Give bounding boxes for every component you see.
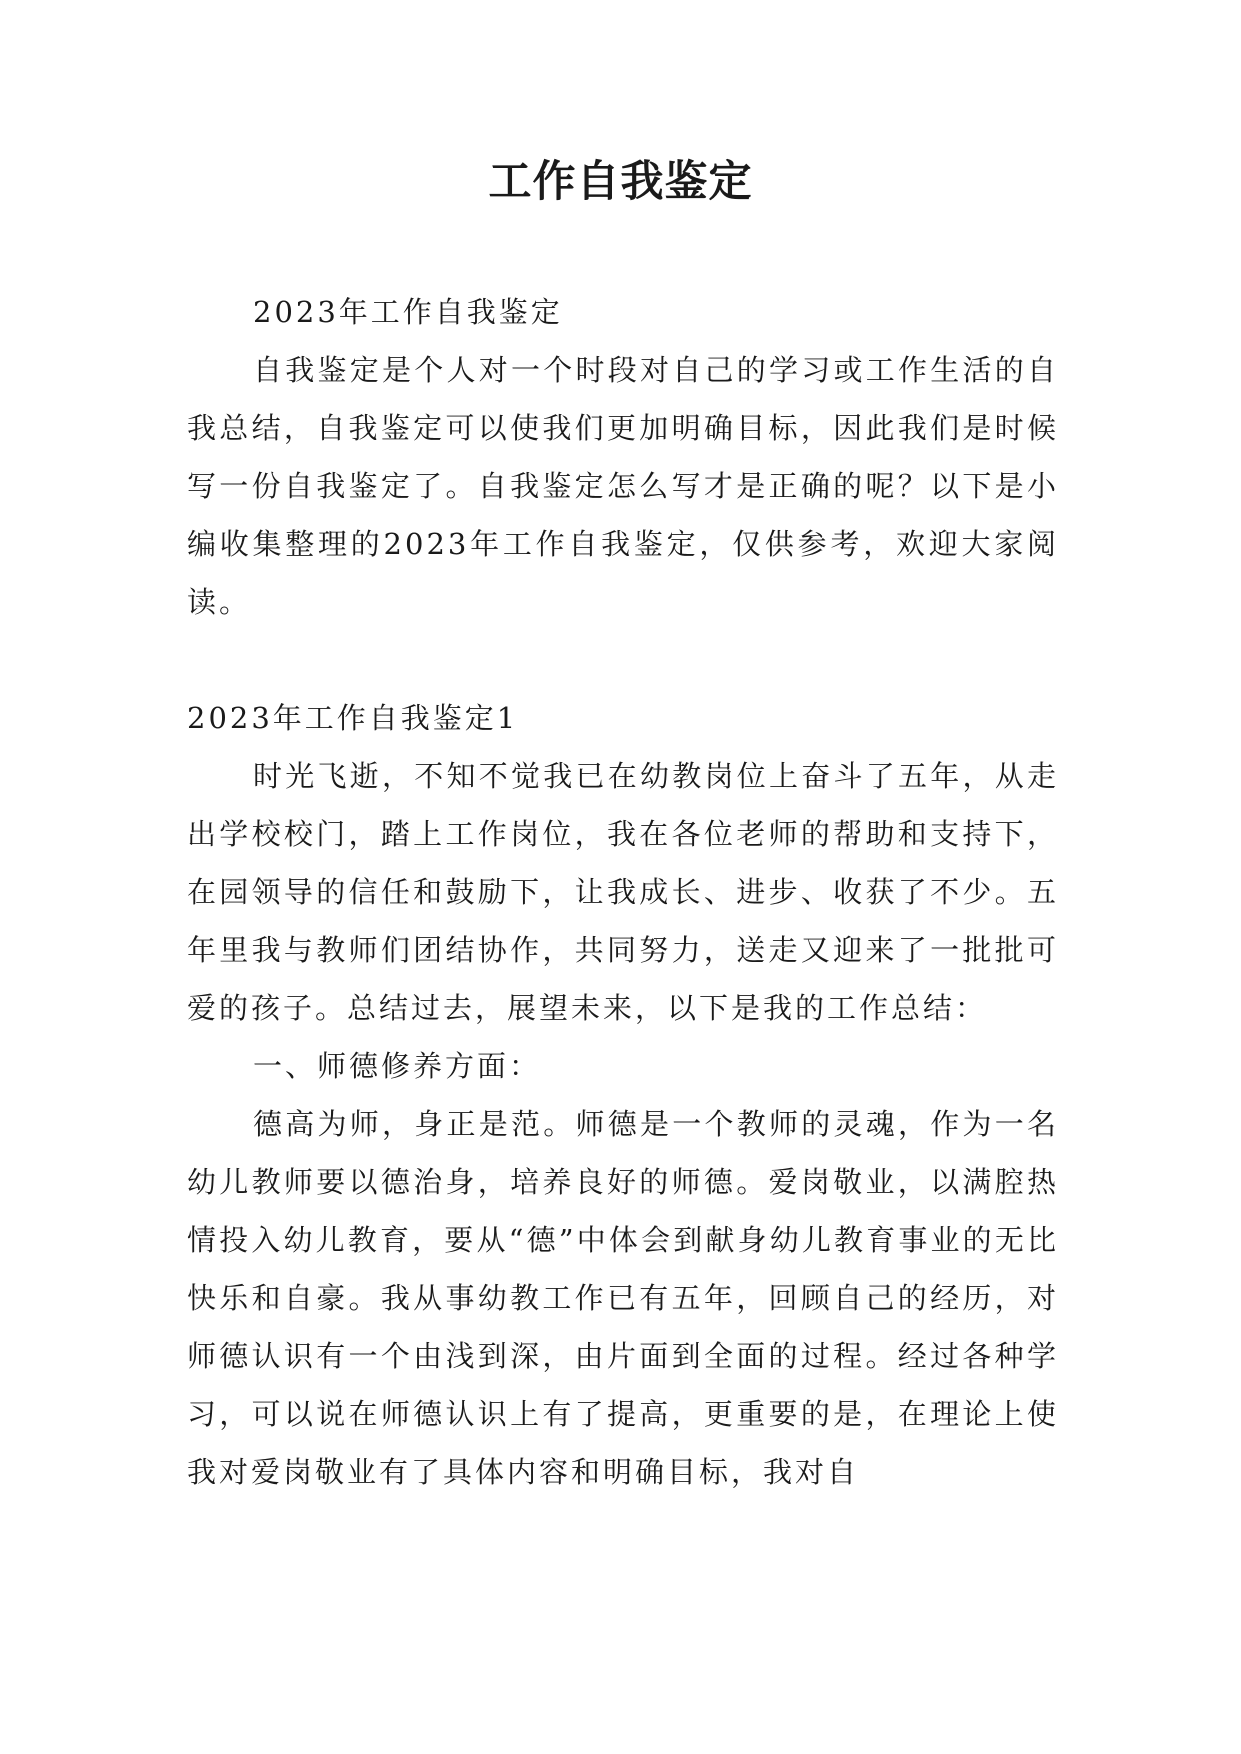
section-heading: 2023年工作自我鉴定1 (187, 701, 519, 735)
section-paragraph-1: 时光飞逝，不知不觉我已在幼教岗位上奋斗了五年，从走出学校校门，踏上工作岗位，我在各位老师的帮助和支持下，在园领导的信任和鼓励下，让我成长、进步、收获了不少。五年里我与教师们团结协作，共同努力，送走又迎来了一批批可爱的孩子。总结过去，展望未来，以下是我的工作总结： (187, 759, 1059, 1025)
paragraph-spacer (187, 631, 1059, 689)
document-title: 工作自我鉴定 (488, 157, 753, 207)
document-body (187, 283, 1059, 1501)
section-paragraph-2: 德高为师，身正是范。师德是一个教师的灵魂，作为一名幼儿教师要以德治身，培养良好的师德。爱岗敬业，以满腔热情投入幼儿教育，要从“德”中体会到献身幼儿教育事业的无比快乐和自豪。我从事幼教工作已有五年，回顾自己的经历，对师德认识有一个由浅到深，由片面到全面的过程。经过各种学习，可以说在师德认识上有了提高，更重要的是，在理论上使我对爱岗敬业有了具体内容和明确目标，我对自 (187, 1107, 1059, 1489)
section-subheading: 一、师德修养方面： (253, 1049, 542, 1083)
intro-paragraph: 自我鉴定是个人对一个时段对自己的学习或工作生活的自我总结，自我鉴定可以使我们更加明确目标，因此我们是时候写一份自我鉴定了。自我鉴定怎么写才是正确的呢？以下是小编收集整理的2023年工作自我鉴定，仅供参考，欢迎大家阅读。 (187, 353, 1059, 619)
document-subtitle: 2023年工作自我鉴定 (253, 295, 563, 329)
